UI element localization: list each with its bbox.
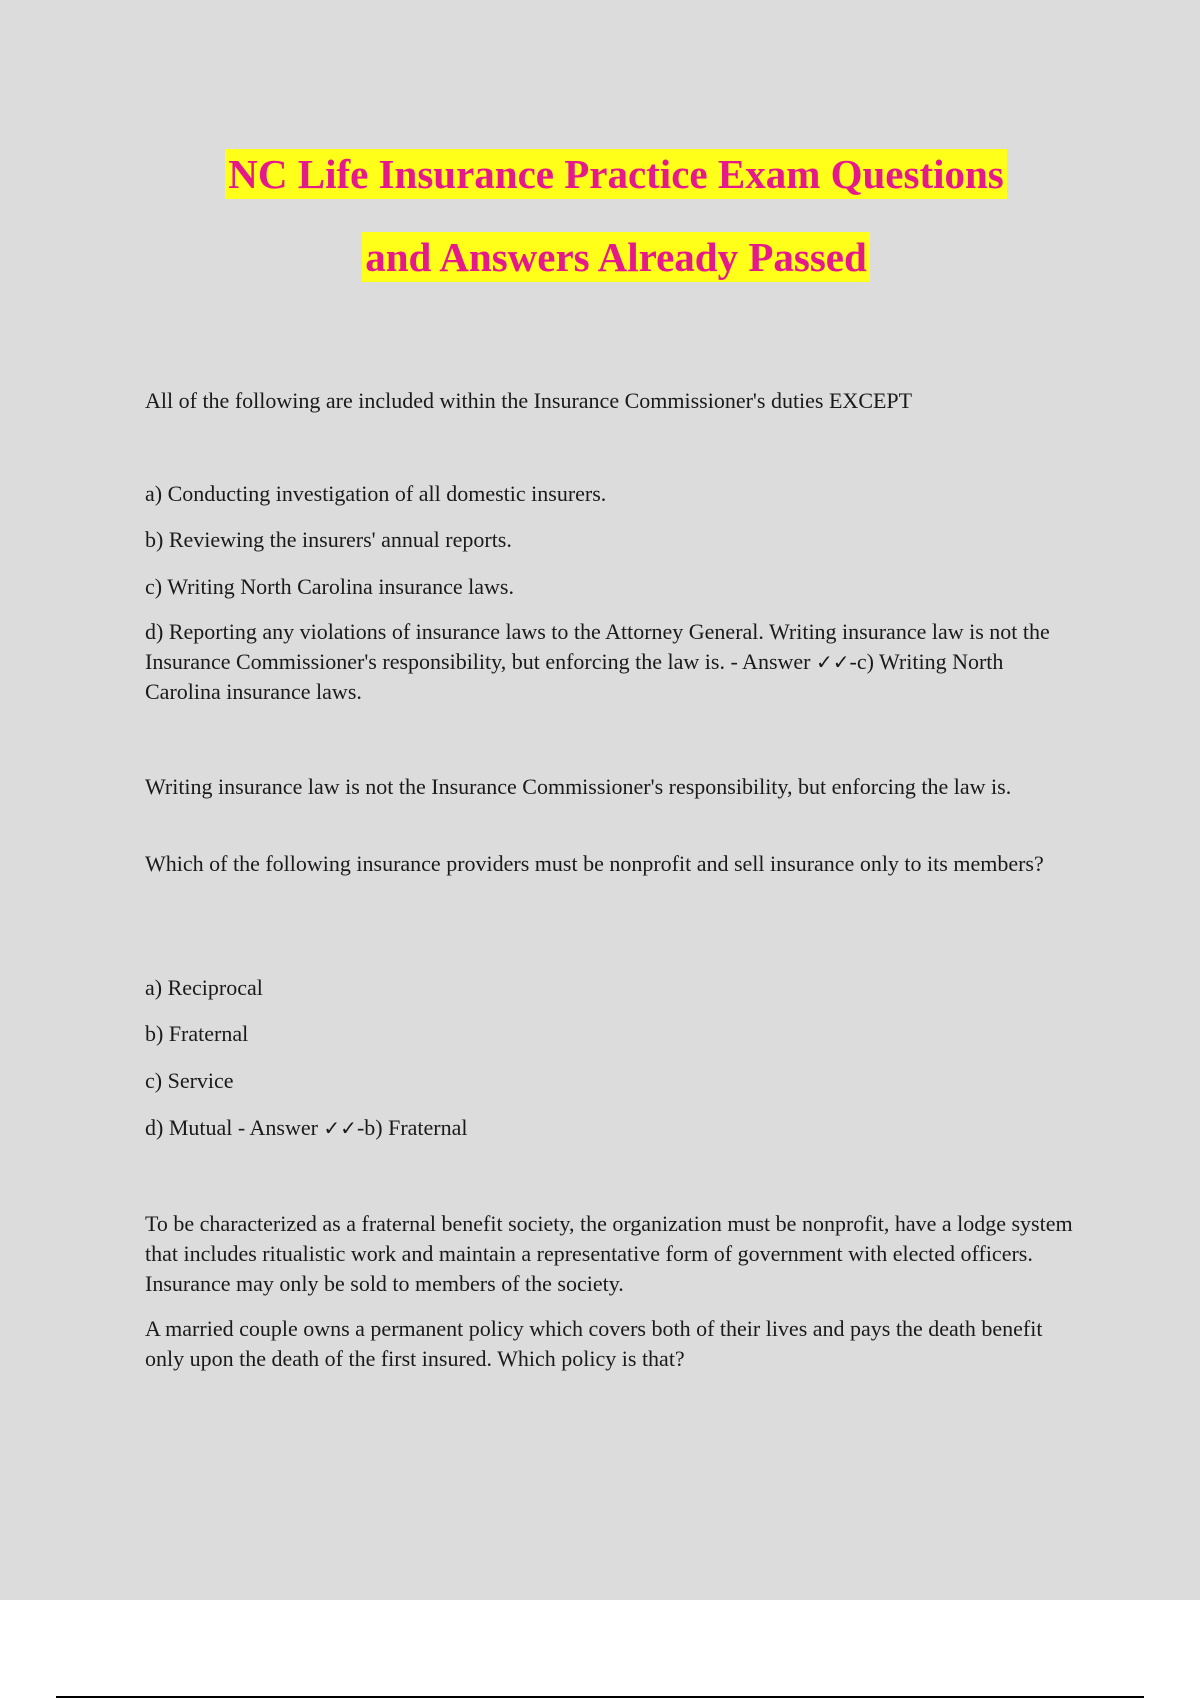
- question-1-explanation: Writing insurance law is not the Insurance Commissioner's responsibility, but enforcing the law is.: [145, 774, 1012, 799]
- question-3: A married couple owns a permanent policy which covers both of their lives and pays the death benefit only upon the death of the first insured. Which policy is that?: [145, 1316, 1043, 1371]
- question-1-option-c: c) Writing North Carolina insurance laws.: [145, 574, 514, 599]
- double-check-icon: ✓✓: [323, 1116, 357, 1140]
- question-2-option-c: c) Service: [145, 1068, 234, 1093]
- document-title-line-2: and Answers Already Passed: [16, 231, 1200, 283]
- question-2-option-d-answer: d) Mutual - Answer ✓✓-b) Fraternal: [145, 1115, 468, 1140]
- question-1-option-a: a) Conducting investigation of all domestic insurers.: [145, 481, 607, 506]
- question-1-option-b: b) Reviewing the insurers' annual reports.: [145, 527, 512, 552]
- question-1: All of the following are included within the Insurance Commissioner's duties EXCEPT: [145, 388, 913, 413]
- question-2: Which of the following insurance providers must be nonprofit and sell insurance only to its members?: [145, 851, 1044, 876]
- double-check-icon: ✓✓: [815, 650, 850, 674]
- question-2-option-b: b) Fraternal: [145, 1021, 249, 1046]
- document-title-line-1: NC Life Insurance Practice Exam Questions: [16, 148, 1200, 200]
- question-2-explanation: To be characterized as a fraternal benefit society, the organization must be nonprofit, have a lodge system that includes ritualistic work and maintain a representative form of government with elected officers. Insurance may only be sold to members of the society.: [145, 1211, 1073, 1296]
- footer-rule: [56, 1696, 1144, 1698]
- question-2-option-a: a) Reciprocal: [145, 975, 263, 1000]
- question-1-option-d-answer: d) Reporting any violations of insurance laws to the Attorney General. Writing insurance law is not the Insurance Commissioner's responsibility, but enforcing the law is. - Answer ✓✓-c) Writing North Carolina insurance laws.: [145, 619, 1050, 704]
